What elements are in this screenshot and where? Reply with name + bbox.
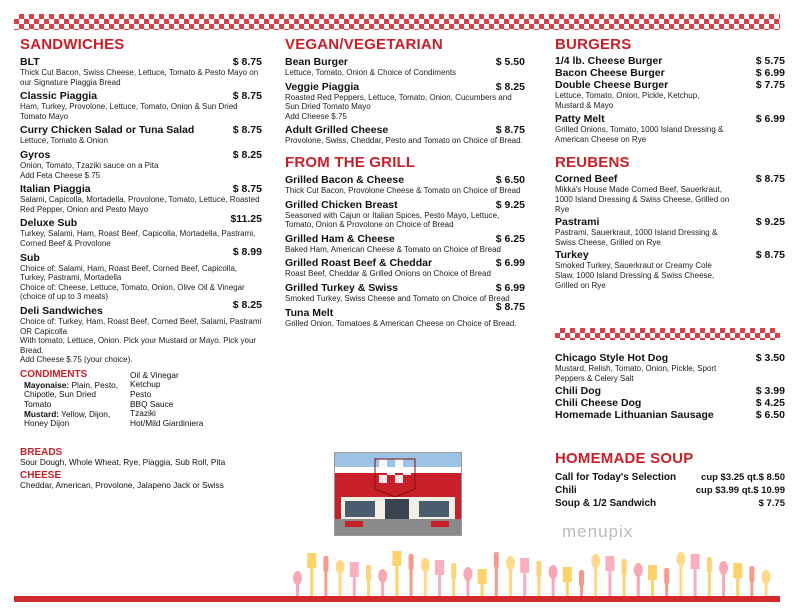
item-desc: Lettuce, Tomato & Onion [20,136,108,146]
utensil-head [648,565,657,580]
column-sandwiches [20,30,262,491]
utensil-head [463,567,472,581]
utensil-head [579,570,584,586]
item-price: $ 3.50 [755,352,785,364]
menu-item-grilled-turkey [285,282,525,304]
utensil-handle [353,576,356,596]
utensil-head [378,569,387,583]
utensil-head [392,551,401,566]
item-desc: Lettuce, Tomato, Onion & Choice of Condiments [285,68,457,77]
item-desc: Mustard, Relish, Tomato, Onion, Pickle, Sport Peppers & Celery Salt [555,364,717,383]
reubens-title: REUBENS [555,154,630,172]
menu-item-blt [20,56,262,87]
menu-item-bacon-cheese-burger [555,67,785,79]
item-price: $ 8.25 [232,148,262,161]
utensil-head [336,560,345,574]
menu-item-chili-dog [555,385,785,397]
utensil-handle [438,574,441,596]
item-desc: Salami, Capicolla, Mortadella, Provolone, Tomato, Lettuce, Roasted Red Pepper, Onion and Pesto Mayo [20,195,260,214]
utensil-head [435,560,444,575]
item-name: Curry Chicken Salad or Tuna Salad [20,124,195,137]
cheese-text: Cheddar, American, Provolone, Jalapeno Jack or Swiss [20,480,224,491]
menupix-watermark: menupix [562,522,634,541]
item-name: Grilled Bacon & Cheese [285,173,405,186]
utensil-head [622,559,627,575]
item-name: Corned Beef [555,173,618,186]
item-desc: Choice of: Salami, Ham, Roast Beef, Corned Beef, Capicolla, Turkey, Pastrami, Mortadella [20,263,237,283]
item-price: $ 8.99 [232,245,262,258]
soup-title: HOMEMADE SOUP [555,450,694,467]
utensil-handle [537,575,540,596]
mustard-options: Yellow, Dijon, Honey Dijon [24,408,111,429]
utensil-head [323,556,328,572]
utensil-head [366,565,371,581]
item-desc-extra: Choice of: Cheese, Lettuce, Tomato, Onion, Olive Oil & Vinegar (choice of up to 3 meats) [20,282,245,302]
item-name: Chili Cheese Dog [555,397,642,410]
hotdog-section [555,352,785,421]
utensil-handle [736,577,739,596]
item-name: Double Cheese Burger [555,79,669,91]
utensil-handle [566,581,569,596]
utensil-handle [651,579,654,596]
soup-section [555,450,785,509]
utensil-handle [665,582,668,596]
utensil-head [563,567,572,582]
item-name: Turkey [555,249,589,262]
condiment-item: Tzaziki [130,408,156,419]
utensil-head [749,566,754,582]
item-name: Pastrami [555,216,600,229]
menu-item-grilled-chicken [285,199,525,230]
item-name: 1/4 lb. Cheese Burger [555,55,663,67]
utensil-handle [679,565,682,596]
item-name: BLT [20,56,40,68]
item-price: $ 5.75 [755,55,785,67]
menu-item-patty-melt [555,113,785,144]
bottom-red-bar [14,596,780,602]
item-price: $11.25 [230,213,262,226]
item-price: $ 8.75 [232,183,262,196]
item-price: $ 6.50 [755,409,785,422]
item-price: $ 9.25 [755,216,785,229]
menu-item-bean-burger [285,56,525,78]
item-name: Bean Burger [285,56,349,68]
item-desc: Roasted Red Peppers, Lettuce, Tomato, Onion, Cucumbers and Sun Dried Tomato Mayo [285,92,512,112]
utensil-head [676,552,685,566]
item-price: $ 6.50 [495,173,525,186]
utensil-head [478,569,487,584]
menu-item-chili-cheese-dog [555,397,785,409]
utensil-handle [708,571,711,596]
item-desc-extra: Add Feta Cheese $.75 [20,170,101,180]
item-name: Homemade Lithuanian Sausage [555,409,714,422]
item-price: $ 4.25 [755,397,785,410]
mustard-label: Mustard: [24,408,60,419]
utensil-head [591,554,600,568]
utensil-head [421,558,430,572]
item-price: $ 6.25 [495,232,525,245]
item-price: $ 8.75 [232,56,262,68]
item-price: $ 8.75 [232,90,262,103]
item-price: $ 6.99 [755,113,785,126]
item-desc: Mikka's House Made Corned Beef, Sauerkraut, 1000 Island Dressing & Swiss Cheese, Grilled on Rye [555,185,730,214]
menu-item-curry-chicken [20,124,262,146]
menu-item-veggie-piaggia [285,81,525,122]
utensil-head [409,554,414,570]
item-price: $ 9.25 [495,198,525,211]
utensil-head [762,570,771,584]
item-price: $ 8.75 [495,124,525,137]
condiment-item: Hot/Mild Giardiniera [130,417,204,428]
item-name: Adult Grilled Cheese [285,124,389,137]
utensil-head [293,571,302,585]
condiments-section [20,369,262,447]
item-name: Soup & 1/2 Sandwich [555,498,657,509]
condiment-item: BBQ Sauce [130,398,174,409]
utensil-handle [466,580,469,596]
item-desc: Thick Cut Bacon, Provolone Cheese & Tomato on Choice of Bread [285,185,521,195]
item-name: Gyros [20,148,51,161]
item-name: Grilled Roast Beef & Cheddar [285,257,433,270]
item-price: $ 8.25 [232,298,262,311]
menu-item-italian-piaggia [20,183,262,214]
utensil-handle [452,577,455,596]
menu-item-chicago-hot-dog [555,352,785,383]
hotdog-checker-divider [555,328,780,340]
utensil-head [350,562,359,577]
utensil-handle [594,567,597,596]
item-desc: Seasoned with Cajun or Italian Spices, Pesto Mayo, Lettuce, Tomato, Onion & Provolone on Choice of Bread [285,210,500,230]
utensil-handle [694,568,697,596]
mayo-options: Plain, Pesto, Chipotle, Sun Dried Tomato [24,379,119,410]
menu-item-corned-beef [555,173,785,214]
menu-item-sub [20,245,262,302]
condiments-title: CONDIMENTS [20,368,88,380]
menu-item-grilled-ham [285,233,525,255]
menu-item-soup-today [555,472,785,483]
item-name: Sub [20,251,40,264]
condiment-item: Ketchup [130,379,161,390]
item-desc: Onion, Tomato, Tzaziki sauce on a Pita [20,160,159,170]
item-name: Chili Dog [555,385,602,398]
item-desc: Pastrami, Sauerkraut, 1000 Island Dressing & Swiss Cheese, Grilled on Rye [555,228,718,247]
item-price: $ 8.75 [755,173,785,186]
menu-item-double-cheese-burger [555,79,785,91]
item-desc: Choice of: Turkey, Ham, Roast Beef, Corned Beef, Salami, Pastrami OR Capicolla [20,316,262,336]
condiments-left [24,381,124,429]
utensil-handle [722,574,725,596]
utensil-handle [552,578,555,596]
item-desc: Baked Ham, American Cheese & Tomato on Choice of Bread [285,244,501,254]
utensil-handle [523,572,526,596]
column-burgers-reubens [555,30,785,290]
utensil-head [536,561,541,577]
utensil-handle [367,579,370,596]
item-name: Veggie Piaggia [285,80,360,93]
condiments-right [130,371,260,429]
utensil-head [520,558,529,573]
item-desc-extra2: Add Cheese $.75 (your choice). [20,355,133,365]
utensil-handle [495,566,498,596]
utensil-handle [750,580,753,596]
utensil-head [451,563,456,579]
menu-item-soup-half-sandwich [555,498,785,509]
item-name: Tuna Melt [285,306,334,319]
utensil-handle [481,583,484,596]
utensil-head [719,561,728,575]
menu-item-classic-piaggia [20,90,262,121]
breads-title: BREADS [20,446,63,458]
item-name: Deluxe Sub [20,217,78,230]
item-name: Call for Today's Selection [555,472,677,483]
utensil-handle [608,570,611,596]
item-desc: Turkey, Salami, Ham, Roast Beef, Capicolla, Mortadella, Pastrami, Corned Beef & Provolone [20,229,256,248]
utensil-handle [381,582,384,596]
item-desc: Grilled Onions, Tomato, 1000 Island Dressing & American Cheese on Rye [555,125,724,144]
item-name: Patty Melt [555,113,605,126]
top-checker-banner [14,14,780,30]
menu-item-lithuanian-sausage [555,409,785,421]
condiment-item: Pesto [130,389,152,400]
item-name: Chicago Style Hot Dog [555,352,669,364]
utensil-head [494,552,499,568]
vegan-title: VEGAN/VEGETARIAN [285,36,443,53]
item-desc: Ham, Turkey, Provolone, Lettuce, Tomato, Onion & Sun Dried Tomato Mayo [20,102,238,121]
breads-text: Sour Dough, Whole Wheat, Rye, Piaggia, Sub Roll, Pita [20,456,226,467]
utensil-head [549,565,558,579]
item-desc: Roast Beef, Cheddar & Grilled Onions on Choice of Bread [285,269,491,279]
item-price: $ 8.75 [755,249,785,262]
utensil-handle [509,569,512,596]
item-desc: Thick Cut Bacon, Swiss Cheese, Lettuce, Tomato & Pesto Mayo on our Signature Piaggia Bread [20,68,259,87]
utensil-handle [424,571,427,596]
utensil-head [707,557,712,573]
menu-item-gyros [20,149,262,180]
mayo-label: Mayonaise: [24,379,70,390]
item-name: Deli Sandwiches [20,304,103,317]
cheese-title: CHEESE [20,470,62,482]
menu-item-deluxe-sub [20,213,262,248]
item-price: $ 7.75 [755,79,785,91]
item-name: Chili [555,485,577,496]
utensil-handle [765,583,768,596]
utensil-head [634,563,643,577]
menu-item-grilled-roast-beef [285,257,525,279]
menu-item-turkey-reuben [555,249,785,290]
sandwiches-title: SANDWICHES [20,36,125,53]
item-desc: Smoked Turkey, Sauerkraut or Creamy Cole Slaw, 1000 Island Dressing & Swiss Cheese, Grilled on Rye [555,261,715,290]
utensil-head [605,556,614,571]
item-desc-extra: Add Cheese $.75 [285,111,347,121]
item-name: Bacon Cheese Burger [555,67,665,79]
menu-item-grilled-bacon [285,174,525,196]
item-price: $ 8.75 [232,124,262,137]
utensil-decoration [290,546,780,596]
burgers-title: BURGERS [555,36,632,53]
column-vegan-grill [285,30,525,328]
utensil-handle [637,576,640,596]
item-name: Grilled Chicken Breast [285,198,398,211]
item-price: $ 8.75 [495,300,525,313]
item-desc: Grilled Onion, Tomatoes & American Cheese on Choice of Bread. [285,318,517,328]
utensil-handle [296,584,299,596]
utensil-handle [395,565,398,596]
utensil-handle [410,568,413,596]
item-name: Grilled Ham & Cheese [285,232,395,245]
item-price: cup $3.25 qt.$ 8.50 [701,472,785,483]
item-name: Italian Piaggia [20,183,91,196]
menu-item-quarter-cheese-burger [555,55,785,67]
utensil-head [733,563,742,578]
menu-item-chili-soup [555,485,785,496]
item-price: $ 6.99 [495,281,525,294]
grill-title: FROM THE GRILL [285,153,416,171]
item-price: $ 7.75 [758,498,785,509]
item-name: Grilled Turkey & Swiss [285,281,399,294]
item-price: cup $3.99 qt.$ 10.99 [695,485,785,496]
utensil-head [664,568,669,584]
utensil-handle [623,573,626,596]
breads-section [20,447,262,468]
item-price: $ 3.99 [755,385,785,398]
condiment-item: Oil & Vinegar [130,369,179,380]
utensil-head [506,556,515,570]
item-price: $ 8.25 [495,80,525,93]
menu-item-tuna-melt [285,300,525,329]
item-price: $ 6.99 [755,67,785,79]
utensil-handle [310,567,313,596]
menu-item-deli-sandwiches [20,298,262,365]
utensil-head [691,554,700,569]
storefront-photo [334,452,462,536]
utensil-handle [339,573,342,596]
item-name: Classic Piaggia [20,90,98,103]
menu-item-pastrami [555,216,785,247]
item-desc: Provolone, Swiss, Cheddar, Pesto and Tomato on Choice of Bread. [285,136,523,146]
item-price: $ 6.99 [495,257,525,270]
burger-desc: Lettuce, Tomato, Onion, Pickle, Ketchup, Mustard & Mayo [555,91,700,110]
item-desc: Smoked Turkey, Swiss Cheese and Tomato on Choice of Bread [285,293,510,303]
item-price: $ 5.50 [495,56,525,68]
cheese-section [20,470,262,491]
menu-item-adult-grilled-cheese [285,124,525,146]
utensil-head [307,553,316,568]
utensil-handle [324,570,327,596]
item-desc-extra: With tomato, Lettuce, Onion. Pick your Mustard or Mayo. Pick your Bread. [20,336,257,355]
